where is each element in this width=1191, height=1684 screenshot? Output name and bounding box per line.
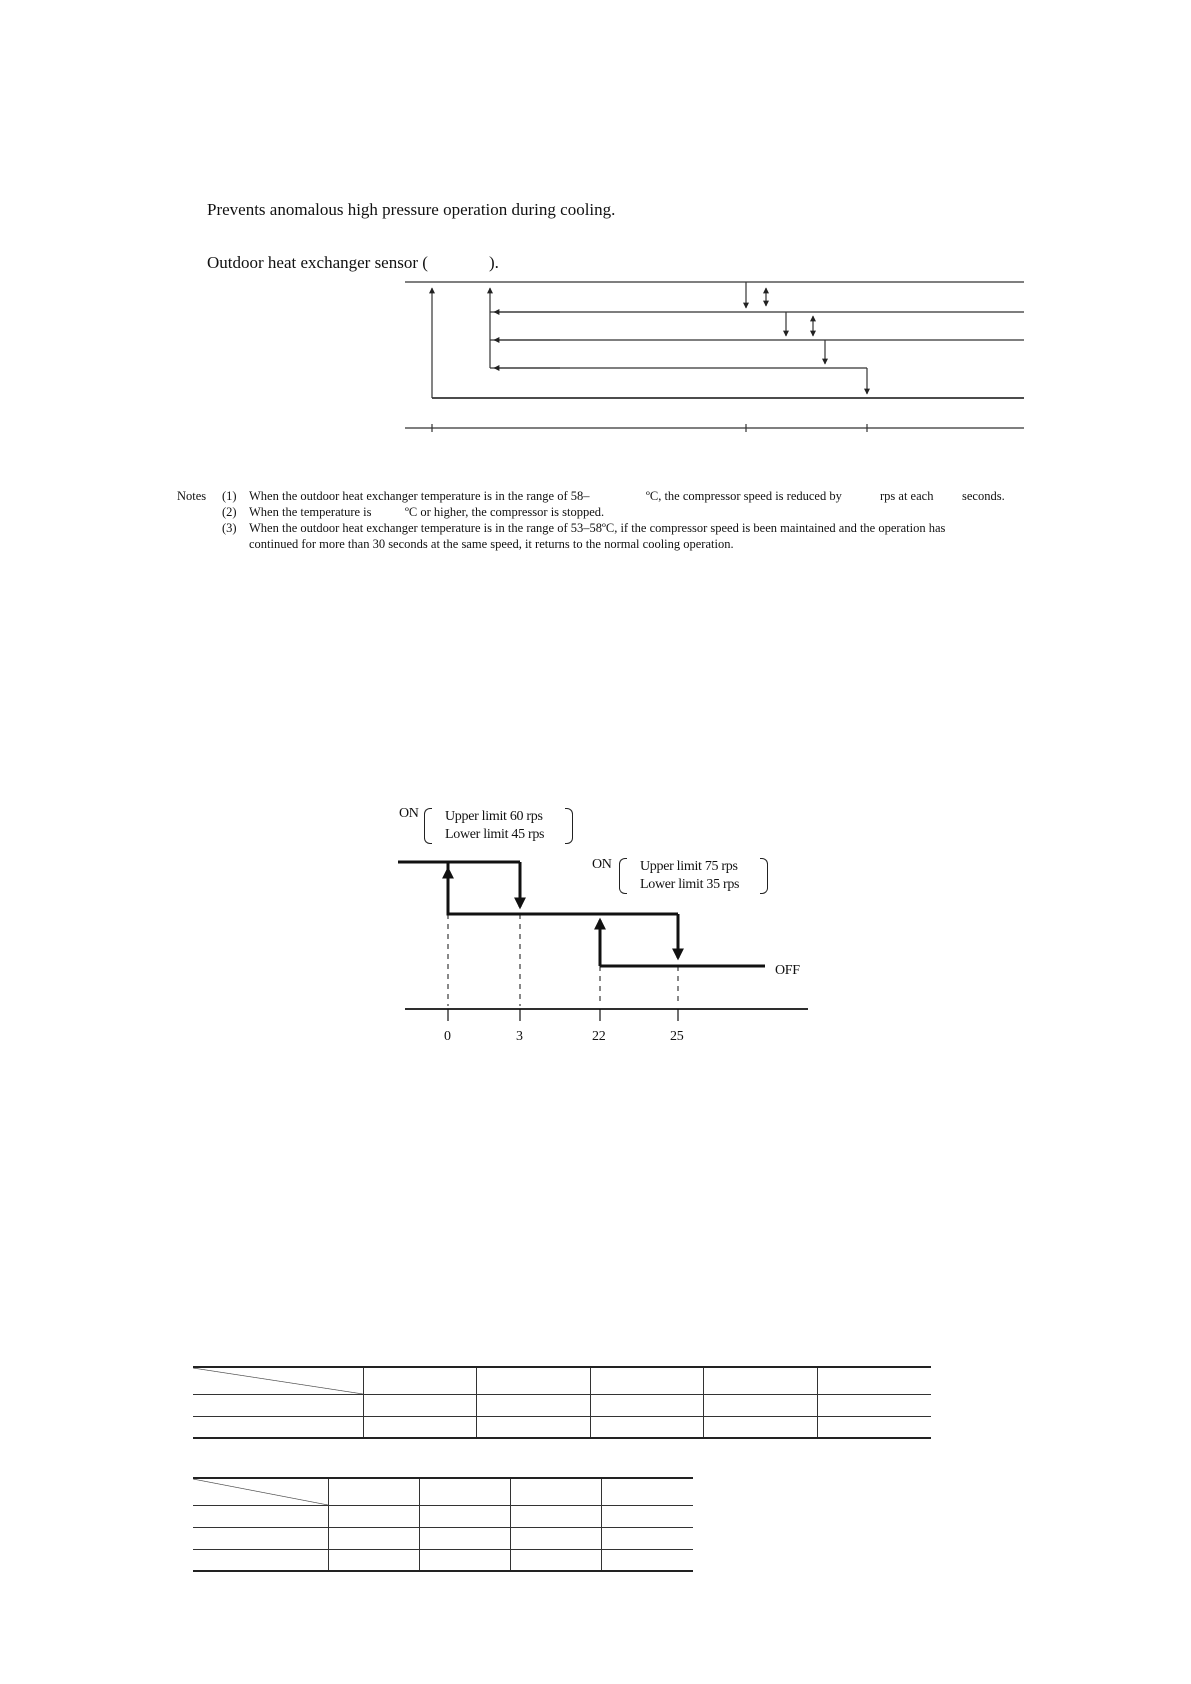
table-2-corner-cell bbox=[193, 1478, 328, 1505]
brace-open-2 bbox=[619, 858, 627, 894]
note-2-num: (2) bbox=[222, 505, 237, 519]
upper-limit-2: Upper limit 75 rps bbox=[640, 859, 738, 874]
brace-open-1 bbox=[424, 808, 432, 844]
on-label-1: ON bbox=[399, 806, 419, 821]
sensor-text-prefix: Outdoor heat exchanger sensor ( bbox=[207, 253, 428, 272]
table-row bbox=[193, 1549, 693, 1571]
tick-label-22: 22 bbox=[592, 1029, 606, 1044]
table-1 bbox=[193, 1366, 931, 1439]
note-3-num: (3) bbox=[222, 521, 237, 535]
note-1-text-a: When the outdoor heat exchanger temperature is in the range of 58– bbox=[249, 489, 590, 503]
note-3-line-1: When the outdoor heat exchanger temperature is in the range of 53–58ºC, if the compressor speed is been maintained and the operation has bbox=[249, 521, 946, 535]
note-1-text-d: seconds. bbox=[962, 489, 1005, 503]
tick-label-0: 0 bbox=[444, 1029, 451, 1044]
note-3-line-2: continued for more than 30 seconds at the same speed, it returns to the normal cooling operation. bbox=[249, 537, 734, 551]
table-row bbox=[193, 1527, 693, 1549]
note-2-text-a: When the temperature is bbox=[249, 505, 372, 519]
tick-label-25: 25 bbox=[670, 1029, 684, 1044]
note-1-num: (1) bbox=[222, 489, 237, 503]
note-2-text-b: ºC or higher, the compressor is stopped. bbox=[405, 505, 605, 519]
note-1-text-b: ºC, the compressor speed is reduced by bbox=[646, 489, 842, 503]
tick-label-3: 3 bbox=[516, 1029, 523, 1044]
table-row bbox=[193, 1416, 931, 1438]
on-label-2: ON bbox=[592, 857, 612, 872]
brace-close-2 bbox=[760, 858, 768, 894]
lower-limit-1: Lower limit 45 rps bbox=[445, 827, 545, 842]
purpose-text: Prevents anomalous high pressure operation during cooling. bbox=[207, 200, 616, 219]
note-1-text-c: rps at each bbox=[880, 489, 934, 503]
step-upper-segment bbox=[398, 862, 520, 914]
off-label: OFF bbox=[775, 963, 800, 978]
upper-limit-1: Upper limit 60 rps bbox=[445, 809, 543, 824]
sensor-text-suffix: ). bbox=[489, 253, 499, 272]
table-2 bbox=[193, 1477, 693, 1572]
notes-label: Notes bbox=[177, 489, 207, 503]
table-1-header-row bbox=[193, 1367, 931, 1394]
table-1-corner-cell bbox=[193, 1367, 363, 1394]
table-row bbox=[193, 1394, 931, 1416]
brace-close-1 bbox=[565, 808, 573, 844]
table-row bbox=[193, 1505, 693, 1527]
lower-limit-2: Lower limit 35 rps bbox=[640, 877, 740, 892]
table-2-header-row bbox=[193, 1478, 693, 1505]
